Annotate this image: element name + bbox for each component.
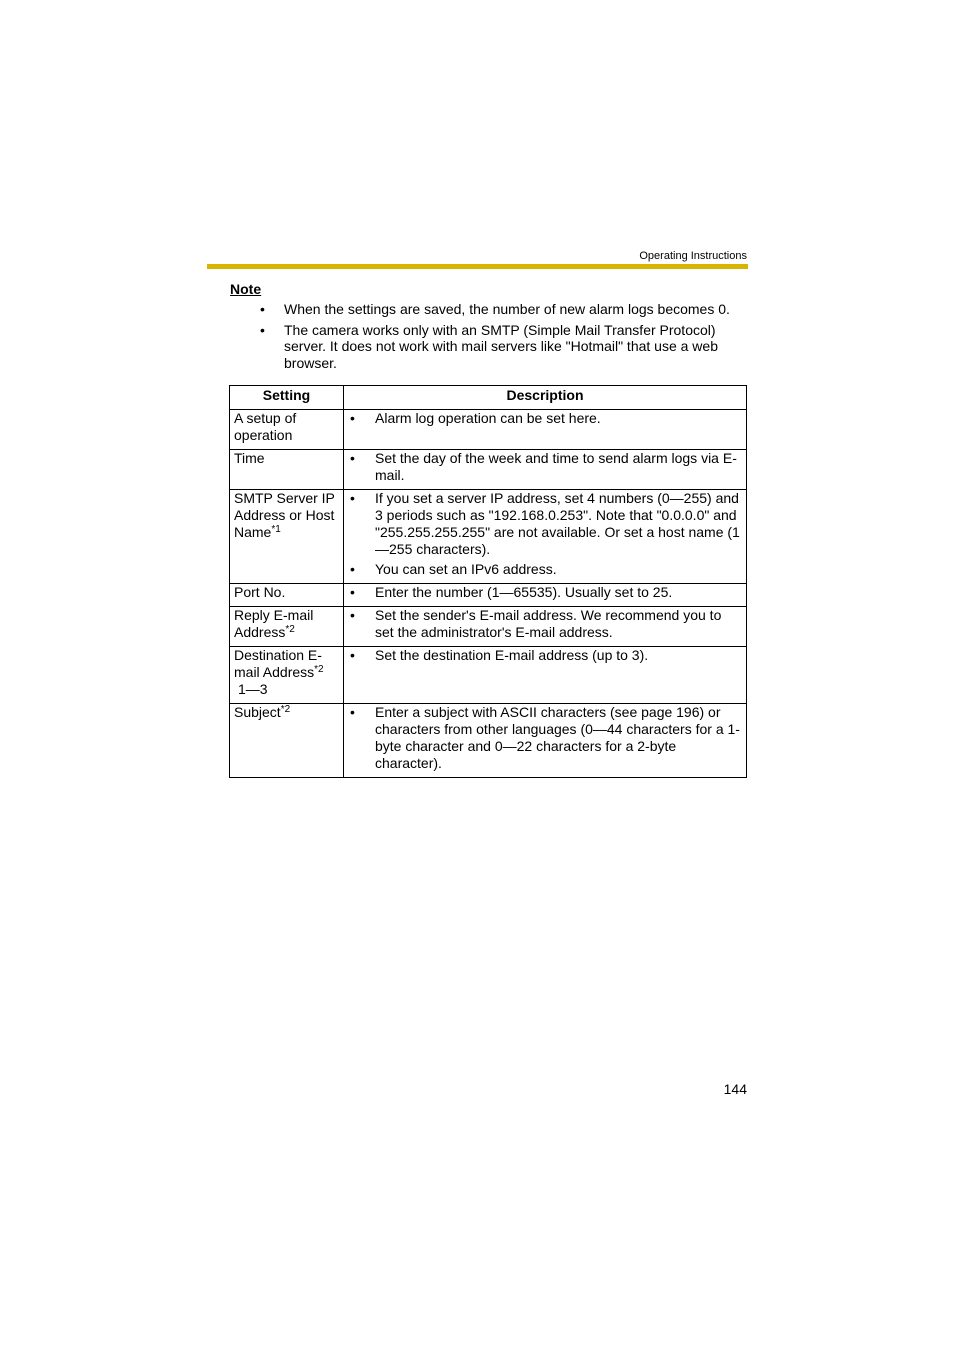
description-text: Set the destination E-mail address (up to 3). bbox=[375, 647, 649, 663]
bullet-glyph: • bbox=[350, 410, 355, 426]
description-text: You can set an IPv6 address. bbox=[375, 561, 557, 577]
description-cell bbox=[344, 584, 747, 607]
note-heading: Note bbox=[230, 281, 262, 297]
running-header: Operating Instructions bbox=[639, 250, 747, 262]
description-cell bbox=[344, 450, 747, 490]
description-cell bbox=[344, 410, 747, 450]
footnote-ref: *1 bbox=[271, 524, 281, 535]
table-row bbox=[230, 410, 747, 450]
bullet-glyph: • bbox=[260, 321, 265, 338]
bullet-glyph: • bbox=[260, 301, 265, 317]
setting-cell bbox=[230, 490, 344, 584]
setting-cell bbox=[230, 647, 344, 704]
description-text: Set the sender's E-mail address. We recommend you to set the administrator's E-mail address. bbox=[375, 607, 722, 640]
table-row bbox=[230, 607, 747, 647]
table-row bbox=[230, 704, 747, 778]
page-number: 144 bbox=[723, 1081, 747, 1097]
description-cell bbox=[344, 647, 747, 704]
footnote-ref: *2 bbox=[285, 624, 295, 635]
table-row bbox=[230, 490, 747, 584]
setting-cell bbox=[230, 584, 344, 607]
bullet-glyph: • bbox=[350, 647, 355, 663]
setting-cell bbox=[230, 410, 344, 450]
bullet-glyph: • bbox=[350, 561, 355, 577]
description-text: Enter the number (1—65535). Usually set to 25. bbox=[375, 584, 673, 600]
note-item-text: When the settings are saved, the number of new alarm logs becomes 0. bbox=[284, 301, 730, 317]
note-item bbox=[258, 301, 748, 318]
setting-name: Time bbox=[234, 450, 265, 466]
setting-name: A setup of operation bbox=[234, 410, 297, 443]
column-header-description: Description bbox=[344, 386, 747, 410]
footnote-ref: *2 bbox=[280, 704, 291, 715]
table-row bbox=[230, 647, 747, 704]
setting-cell bbox=[230, 704, 344, 778]
header-rule bbox=[207, 264, 748, 269]
description-text: Enter a subject with ASCII characters (see page 196) or characters from other languages (0—44 characters for a 1-byte character and 0—22 characters for a 2-byte character). bbox=[375, 704, 740, 771]
description-text: Alarm log operation can be set here. bbox=[375, 410, 601, 426]
setting-cell bbox=[230, 450, 344, 490]
setting-cell bbox=[230, 607, 344, 647]
footnote-ref: *2 bbox=[314, 664, 324, 675]
note-list bbox=[258, 301, 748, 375]
setting-range: 1—3 bbox=[238, 681, 268, 697]
table-header-row bbox=[230, 386, 747, 410]
column-header-setting: Setting bbox=[230, 386, 344, 410]
note-item-text: The camera works only with an SMTP (Simple Mail Transfer Protocol) server. It does not work with mail servers like "Hotmail" that use a web browser. bbox=[284, 321, 718, 371]
table-row bbox=[230, 450, 747, 490]
settings-table bbox=[229, 385, 747, 778]
bullet-glyph: • bbox=[350, 607, 355, 623]
description-cell bbox=[344, 704, 747, 778]
setting-name: SMTP Server IP Address or Host Name bbox=[234, 490, 335, 540]
description-text: Set the day of the week and time to send alarm logs via E-mail. bbox=[375, 450, 737, 483]
description-cell bbox=[344, 490, 747, 584]
setting-name: Port No. bbox=[234, 584, 286, 600]
description-cell bbox=[344, 607, 747, 647]
bullet-glyph: • bbox=[350, 584, 355, 600]
bullet-glyph: • bbox=[350, 450, 355, 466]
bullet-glyph: • bbox=[350, 704, 355, 720]
description-text: If you set a server IP address, set 4 numbers (0—255) and 3 periods such as "192.168.0.253". Note that "0.0.0.0" and "255.255.255.255" are not available. Or set a host name (1—255 characters). bbox=[375, 490, 740, 557]
note-item bbox=[258, 322, 748, 372]
setting-name: Reply E-mail Address bbox=[234, 607, 314, 640]
bullet-glyph: • bbox=[350, 490, 355, 506]
table-row bbox=[230, 584, 747, 607]
setting-name: Destination E-mail Address bbox=[234, 647, 322, 680]
setting-name: Subject bbox=[234, 704, 281, 720]
